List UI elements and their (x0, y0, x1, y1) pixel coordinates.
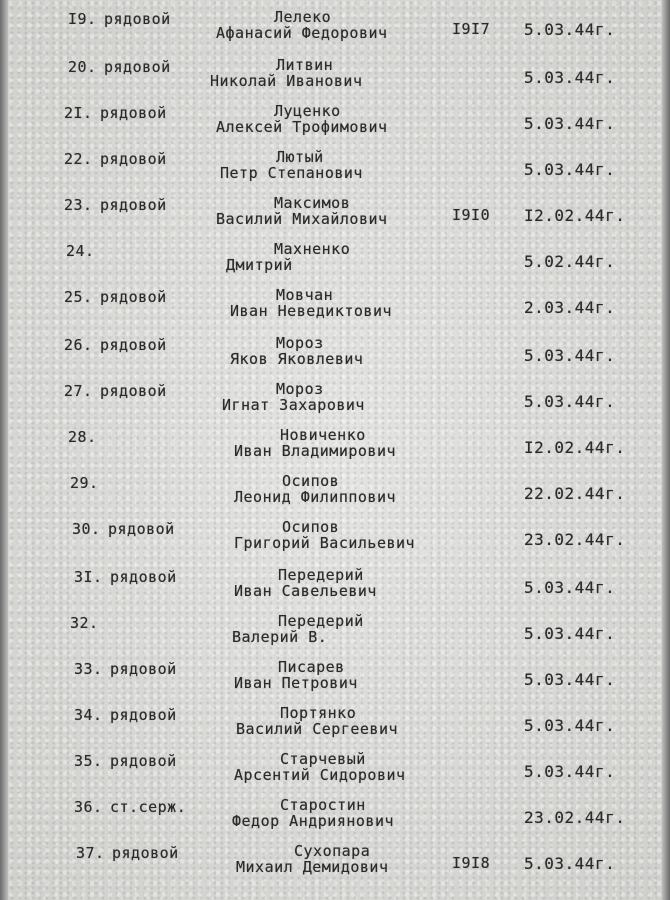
record-birth-year: I9I7 (452, 20, 491, 38)
record-row (0, 334, 670, 380)
record-given-name: Афанасий Федорович (216, 24, 388, 42)
record-row (0, 842, 670, 888)
record-surname: Старчевый (280, 750, 366, 768)
record-date: 5.03.44г. (524, 392, 616, 411)
record-number: 29. (70, 474, 99, 492)
record-number: 26. (64, 336, 93, 354)
record-row (0, 8, 670, 54)
record-row (0, 240, 670, 286)
record-date: I2.02.44г. (524, 206, 626, 225)
record-number: 35. (74, 752, 103, 770)
record-given-name: Федор Андриянович (232, 812, 395, 830)
record-given-name: Игнат Захарович (222, 396, 365, 414)
record-date: 5.03.44г. (524, 854, 616, 873)
record-surname: Мороз (276, 380, 324, 398)
record-date: 2.03.44г. (524, 298, 616, 317)
record-row (0, 566, 670, 612)
record-surname: Старостин (280, 796, 366, 814)
record-row (0, 194, 670, 240)
record-rank: рядовой (104, 58, 171, 76)
record-surname: Максимов (274, 194, 351, 212)
record-number: 37. (76, 844, 105, 862)
record-row (0, 426, 670, 472)
record-rank: рядовой (110, 706, 177, 724)
record-date: 5.03.44г. (524, 346, 616, 365)
record-number: 36. (74, 798, 103, 816)
record-row (0, 56, 670, 102)
record-surname: Мовчан (276, 286, 334, 304)
record-rank: рядовой (110, 660, 177, 678)
record-surname: Новиченко (280, 426, 366, 444)
record-number: 22. (64, 150, 93, 168)
record-date: 23.02.44г. (524, 530, 626, 549)
record-number: 34. (74, 706, 103, 724)
record-given-name: Василий Сергеевич (236, 720, 399, 738)
record-given-name: Иван Петрович (234, 674, 358, 692)
record-surname: Осипов (282, 472, 340, 490)
record-given-name: Михаил Демидович (236, 858, 389, 876)
record-row (0, 612, 670, 658)
record-rank: рядовой (100, 336, 167, 354)
record-rank: ст.серж. (110, 798, 187, 816)
record-rank: рядовой (100, 196, 167, 214)
record-rank: рядовой (100, 288, 167, 306)
record-rank: рядовой (108, 520, 175, 538)
record-date: 5.03.44г. (524, 160, 616, 179)
record-surname: Передерий (278, 612, 364, 630)
record-surname: Писарев (278, 658, 345, 676)
record-rank: рядовой (112, 844, 179, 862)
record-date: 5.02.44г. (524, 252, 616, 271)
record-given-name: Василий Михайлович (216, 210, 388, 228)
record-surname: Луценко (274, 102, 341, 120)
record-number: 23. (64, 196, 93, 214)
record-row (0, 148, 670, 194)
record-rank: рядовой (110, 752, 177, 770)
record-number: 3I. (74, 568, 103, 586)
record-birth-year: I9I0 (452, 206, 491, 224)
record-surname: Передерий (278, 566, 364, 584)
record-given-name: Яков Яковлевич (230, 350, 364, 368)
record-date: 22.02.44г. (524, 484, 626, 503)
record-surname: Мороз (276, 334, 324, 352)
record-number: I9. (68, 10, 97, 28)
record-given-name: Иван Неведиктович (230, 302, 393, 320)
record-surname: Литвин (276, 56, 334, 74)
record-row (0, 472, 670, 518)
record-date: 5.03.44г. (524, 670, 616, 689)
record-surname: Осипов (282, 518, 340, 536)
record-rank: рядовой (104, 10, 171, 28)
record-date: 5.03.44г. (524, 578, 616, 597)
record-given-name: Дмитрий (226, 256, 293, 274)
record-birth-year: I9I8 (452, 854, 491, 872)
record-given-name: Алексей Трофимович (216, 118, 388, 136)
record-date: 5.03.44г. (524, 68, 616, 87)
record-given-name: Николай Иванович (210, 72, 363, 90)
record-date: 23.02.44г. (524, 808, 626, 827)
record-row (0, 796, 670, 842)
record-date: 5.03.44г. (524, 716, 616, 735)
record-given-name: Григорий Васильевич (234, 534, 416, 552)
record-number: 33. (74, 660, 103, 678)
record-number: 27. (64, 382, 93, 400)
record-rank: рядовой (100, 104, 167, 122)
record-number: 2I. (64, 104, 93, 122)
record-number: 24. (66, 242, 95, 260)
record-surname: Лелеко (274, 8, 332, 26)
record-number: 32. (70, 614, 99, 632)
record-rank: рядовой (110, 568, 177, 586)
record-date: I2.02.44г. (524, 438, 626, 457)
record-surname: Сухопара (294, 842, 371, 860)
record-number: 25. (64, 288, 93, 306)
record-given-name: Иван Владимирович (234, 442, 397, 460)
record-surname: Портянко (280, 704, 357, 722)
record-row (0, 704, 670, 750)
record-date: 5.03.44г. (524, 20, 616, 39)
record-surname: Махненко (274, 240, 351, 258)
record-surname: Лютый (276, 148, 324, 166)
record-row (0, 286, 670, 332)
record-given-name: Валерий В. (232, 628, 328, 646)
record-row (0, 518, 670, 564)
record-number: 20. (68, 58, 97, 76)
record-rank: рядовой (100, 382, 167, 400)
record-date: 5.03.44г. (524, 114, 616, 133)
record-number: 28. (68, 428, 97, 446)
record-date: 5.03.44г. (524, 624, 616, 643)
record-given-name: Иван Савельевич (234, 582, 377, 600)
record-given-name: Арсентий Сидорович (234, 766, 406, 784)
record-number: 30. (72, 520, 101, 538)
record-row (0, 380, 670, 426)
record-given-name: Петр Степанович (220, 164, 363, 182)
record-given-name: Леонид Филиппович (234, 488, 397, 506)
record-rank: рядовой (100, 150, 167, 168)
record-date: 5.03.44г. (524, 762, 616, 781)
record-row (0, 102, 670, 148)
record-row (0, 750, 670, 796)
record-row (0, 658, 670, 704)
